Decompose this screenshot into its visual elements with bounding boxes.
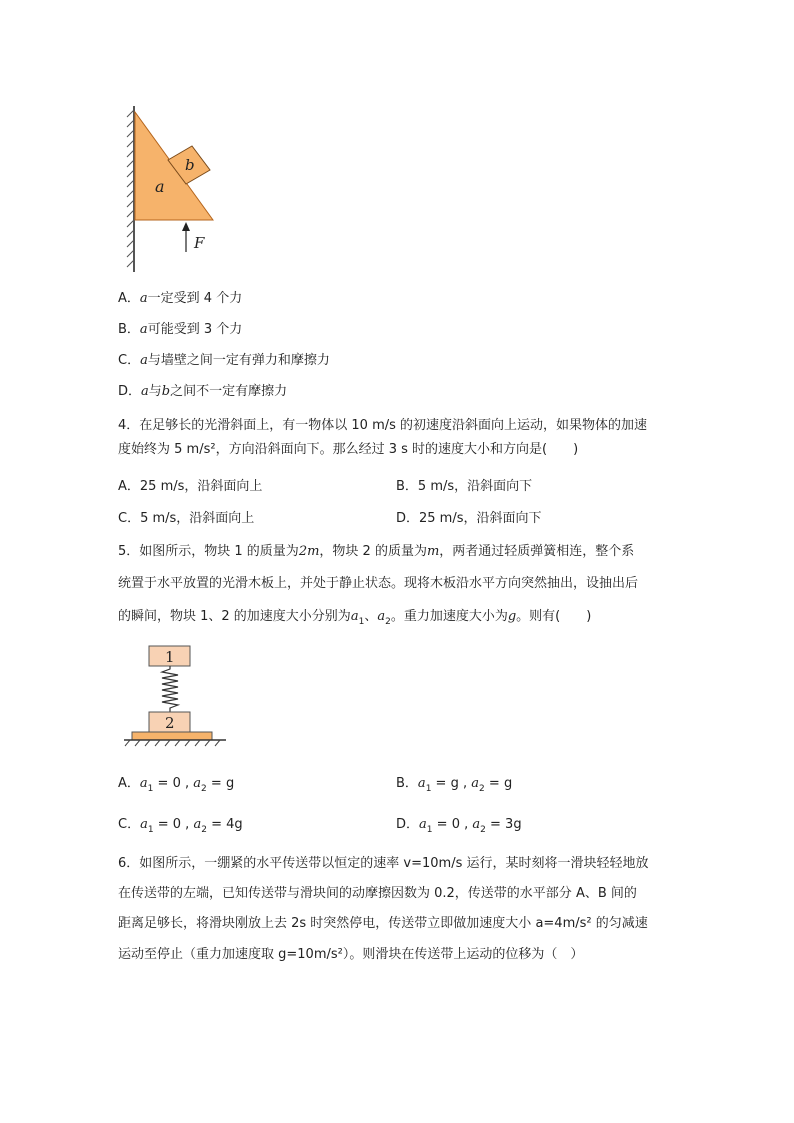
- q6-line-2: 在传送带的左端，已知传送带与滑块间的动摩擦因数为 0.2，传送带的水平部分 A、B 间的: [118, 886, 637, 901]
- label-b: b: [185, 156, 195, 174]
- block-1-label: 1: [165, 648, 175, 666]
- q4-line-1: 4．在足够长的光滑斜面上，有一物体以 10 m/s 的初速度沿斜面向上运动，如果物体的加速: [118, 418, 648, 433]
- spring-figure: [120, 643, 232, 748]
- q4-option-d: D．25 m/s，沿斜面向下: [396, 511, 542, 526]
- q5-option-d: D．$a_1 = 0$ , $a_2 = 3g$: [396, 817, 522, 835]
- q5-line-1: 5．如图所示，物块 1 的质量为2m，物块 2 的质量为m，两者通过轻质弹簧相连，整个系: [118, 544, 635, 559]
- wedge-figure: [118, 100, 228, 275]
- q5-line-2: 统置于水平放置的光滑木板上，并处于静止状态。现将木板沿水平方向突然抽出，设抽出后: [118, 576, 639, 591]
- q6-line-4: 运动至停止（重力加速度取 g=10m/s²）。则滑块在传送带上运动的位移为（ ）: [118, 947, 584, 962]
- q4-line-2: 度始终为 5 m/s²，方向沿斜面向下。那么经过 3 s 时的速度大小和方向是( ): [118, 442, 579, 457]
- q5-option-b: B．$a_1 = g$ , $a_2 = g$: [396, 776, 513, 794]
- force-arrowhead: [182, 222, 190, 231]
- q5-line-3: 的瞬间，物块 1、2 的加速度大小分别为$a_1$、$a_2$。重力加速度大小为g。则有( ): [118, 609, 592, 627]
- q3-option-d: D．a与b之间不一定有摩擦力: [118, 384, 288, 399]
- board: [132, 732, 212, 740]
- q6-line-3: 距离足够长，将滑块刚放上去 2s 时突然停电，传送带立即做加速度大小 a=4m/s² 的匀减速: [118, 916, 648, 931]
- q3-option-a: A．a一定受到 4 个力: [118, 291, 243, 306]
- ground-hatching: [125, 740, 220, 746]
- q4-option-c: C．5 m/s，沿斜面向上: [118, 511, 255, 526]
- q3-option-b: B．a可能受到 3 个力: [118, 322, 243, 337]
- spring: [162, 666, 178, 712]
- q4-option-b: B．5 m/s，沿斜面向下: [396, 479, 533, 494]
- q3-option-c: C．a与墙壁之间一定有弹力和摩擦力: [118, 353, 330, 368]
- block-2-label: 2: [165, 714, 175, 732]
- q5-option-a: A．$a_1 = 0$ , $a_2 = g$: [118, 776, 235, 794]
- q6-line-1: 6．如图所示，一绷紧的水平传送带以恒定的速率 v=10m/s 运行，某时刻将一滑块轻轻地放: [118, 856, 649, 871]
- label-a: a: [155, 177, 165, 196]
- q4-option-a: A．25 m/s，沿斜面向上: [118, 479, 263, 494]
- label-F: F: [194, 234, 205, 252]
- wall-hatching: [127, 106, 134, 272]
- q5-option-c: C．$a_1 = 0$ , $a_2 = 4g$: [118, 817, 243, 835]
